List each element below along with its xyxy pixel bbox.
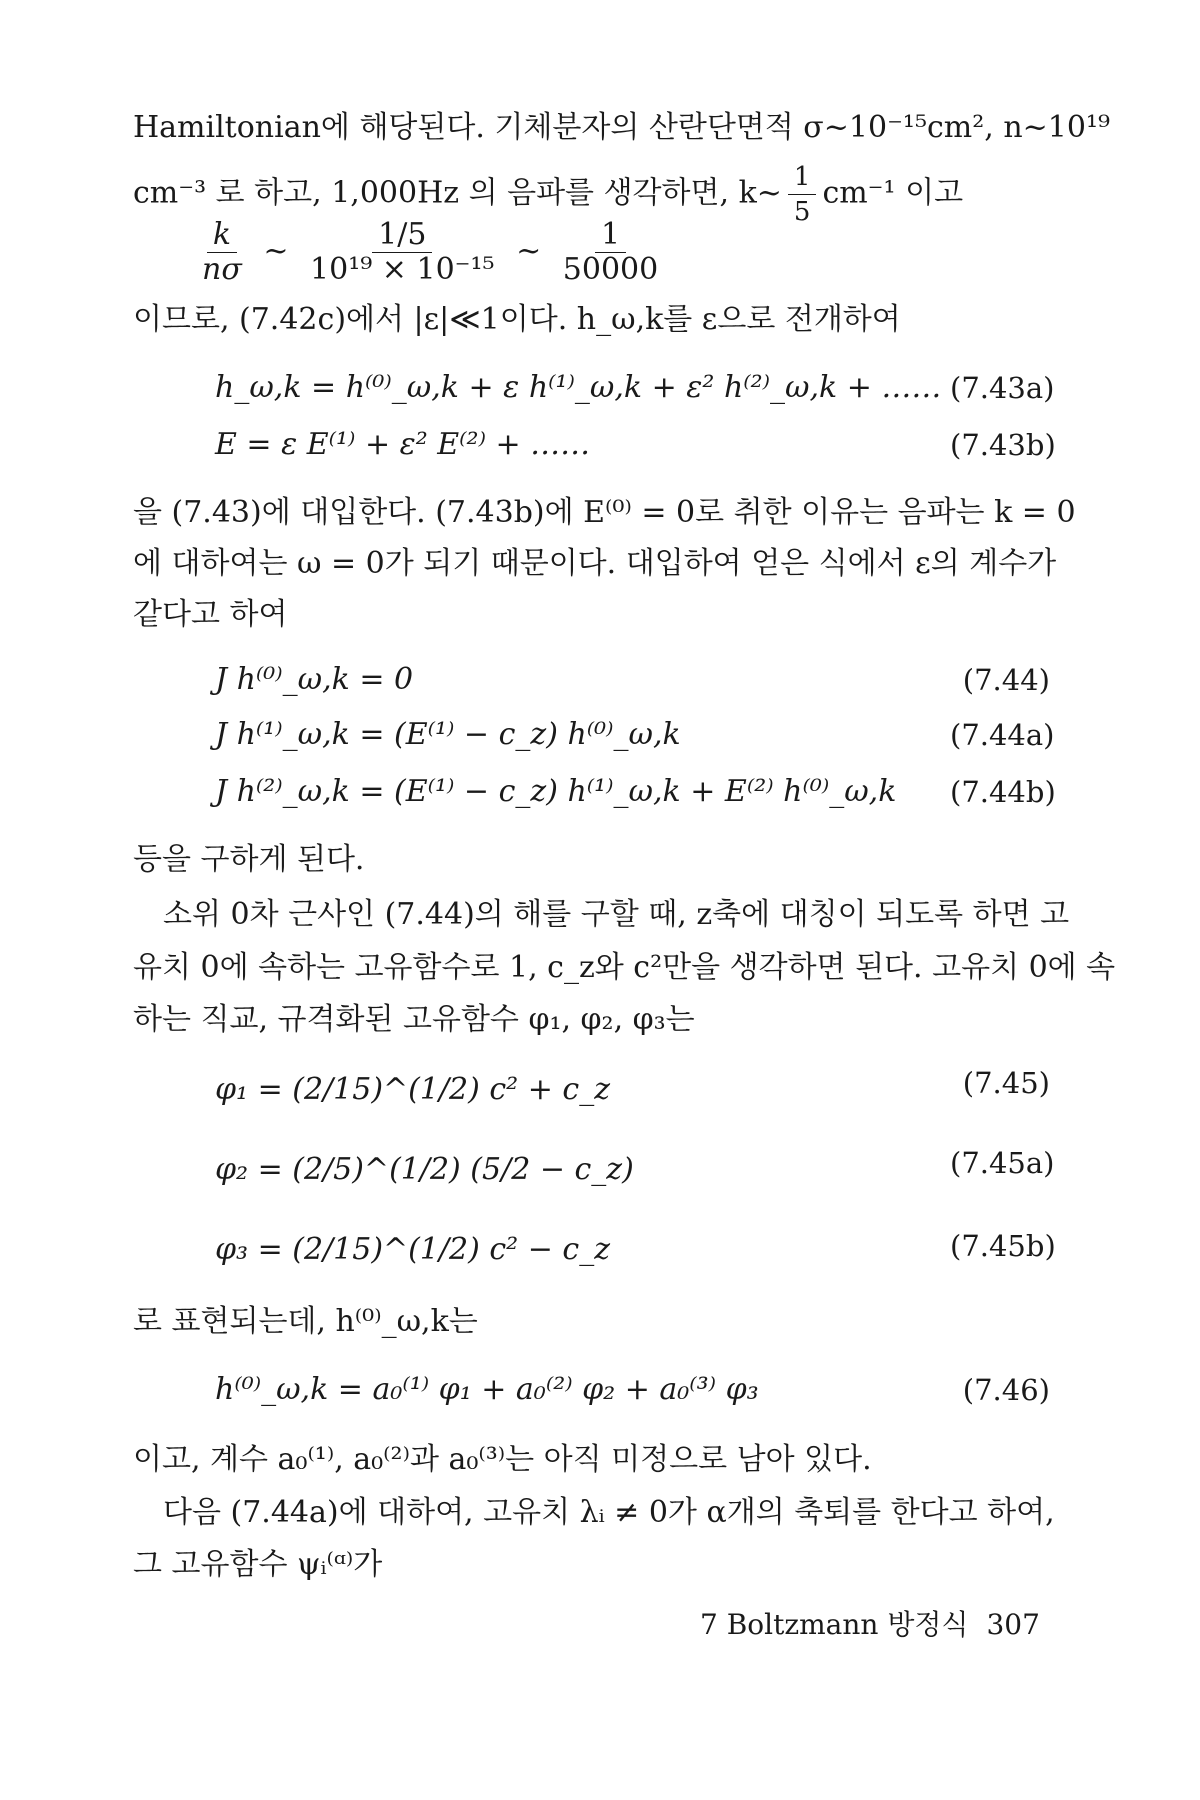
fraction xyxy=(788,160,817,229)
paragraph-line: 등을 구하게 된다. xyxy=(133,842,365,877)
paragraph-line: 을 (7.43)에 대입한다. (7.43b)에 E⁽⁰⁾ = 0로 취한 이유는 음파는 k = 0 xyxy=(133,495,1076,530)
equation-number: (7.43a) xyxy=(950,371,1055,405)
sim-symbol: ~ xyxy=(263,233,289,269)
paragraph-line: 이고, 계수 a₀⁽¹⁾, a₀⁽²⁾과 a₀⁽³⁾는 아직 미정으로 남아 있다. xyxy=(133,1442,872,1477)
fraction-denominator: 50000 xyxy=(562,252,659,287)
equation: J h⁽⁰⁾_ω,k = 0 xyxy=(215,662,414,697)
equation-number: (7.43b) xyxy=(950,428,1056,462)
page-number: 307 xyxy=(986,1608,1040,1641)
sim-symbol: ~ xyxy=(516,233,542,269)
fraction xyxy=(304,218,501,287)
fraction-denominator: 5 xyxy=(793,197,811,227)
equation: J h⁽¹⁾_ω,k = (E⁽¹⁾ − c_z) h⁽⁰⁾_ω,k xyxy=(215,717,681,752)
fraction-numerator: 1/5 xyxy=(372,218,432,253)
paragraph-line: Hamiltonian에 해당된다. 기체분자의 산란단면적 σ~10⁻¹⁵cm², n~10¹⁹ xyxy=(133,110,1111,145)
fraction xyxy=(196,218,248,287)
paragraph-line: 이므로, (7.42c)에서 |ε|≪1이다. h_ω,k를 ε으로 전개하여 xyxy=(133,302,901,337)
equation-number: (7.45a) xyxy=(950,1146,1055,1180)
equation-number: (7.46) xyxy=(962,1373,1050,1407)
equation: φ₁ = (2/15)^(1/2) c² + c_z xyxy=(215,1072,611,1107)
fraction-denominator: nσ xyxy=(202,252,242,287)
fraction-numerator: k xyxy=(207,218,237,253)
paragraph-line: 다음 (7.44a)에 대하여, 고유치 λᵢ ≠ 0가 α개의 축퇴를 한다고 하여, xyxy=(163,1495,1055,1530)
paragraph-line: 유치 0에 속하는 고유함수로 1, c_z와 c²만을 생각하면 된다. 고유치 0에 속 xyxy=(133,950,1116,985)
paragraph-line: 그 고유함수 ψᵢ⁽ᵅ⁾가 xyxy=(133,1547,383,1582)
fraction-numerator: 1 xyxy=(595,218,626,253)
running-head: 7 Boltzmann 방정식 xyxy=(700,1608,969,1641)
equation: h⁽⁰⁾_ω,k = a₀⁽¹⁾ φ₁ + a₀⁽²⁾ φ₂ + a₀⁽³⁾ φ₃ xyxy=(215,1372,759,1407)
paragraph-line: 같다고 하여 xyxy=(133,597,288,632)
paragraph-line: 로 표현되는데, h⁽⁰⁾_ω,k는 xyxy=(133,1304,478,1339)
ratio-expression xyxy=(190,218,670,287)
equation: φ₂ = (2/5)^(1/2) (5/2 − c_z) xyxy=(215,1152,634,1187)
equation-number: (7.44a) xyxy=(950,718,1055,752)
equation: J h⁽²⁾_ω,k = (E⁽¹⁾ − c_z) h⁽¹⁾_ω,k + E⁽²⁾ h⁽⁰⁾_ω,k xyxy=(215,774,897,809)
text-run: cm⁻³ 로 하고, 1,000Hz 의 음파를 생각하면, k~ xyxy=(133,175,782,211)
equation-number: (7.45) xyxy=(962,1066,1050,1100)
paragraph-line: 소위 0차 근사인 (7.44)의 해를 구할 때, z축에 대칭이 되도록 하면 고 xyxy=(163,897,1070,932)
equation-number: (7.45b) xyxy=(950,1229,1056,1263)
equation: h_ω,k = h⁽⁰⁾_ω,k + ε h⁽¹⁾_ω,k + ε² h⁽²⁾_ω,k + …… xyxy=(215,370,942,405)
fraction xyxy=(557,218,664,287)
equation-number: (7.44) xyxy=(962,663,1050,697)
fraction-denominator: 10¹⁹ × 10⁻¹⁵ xyxy=(310,252,495,287)
equation: φ₃ = (2/15)^(1/2) c² − c_z xyxy=(215,1232,611,1267)
fraction-numerator: 1 xyxy=(788,160,817,195)
page-footer xyxy=(700,1605,1040,1645)
text-run: cm⁻¹ 이고 xyxy=(822,175,964,211)
paragraph-line: 하는 직교, 규격화된 고유함수 φ₁, φ₂, φ₃는 xyxy=(133,1002,695,1037)
equation-number: (7.44b) xyxy=(950,775,1056,809)
equation: E = ε E⁽¹⁾ + ε² E⁽²⁾ + …… xyxy=(215,427,591,462)
paragraph-line: 에 대하여는 ω = 0가 되기 때문이다. 대입하여 얻은 식에서 ε의 계수가 xyxy=(133,546,1057,581)
